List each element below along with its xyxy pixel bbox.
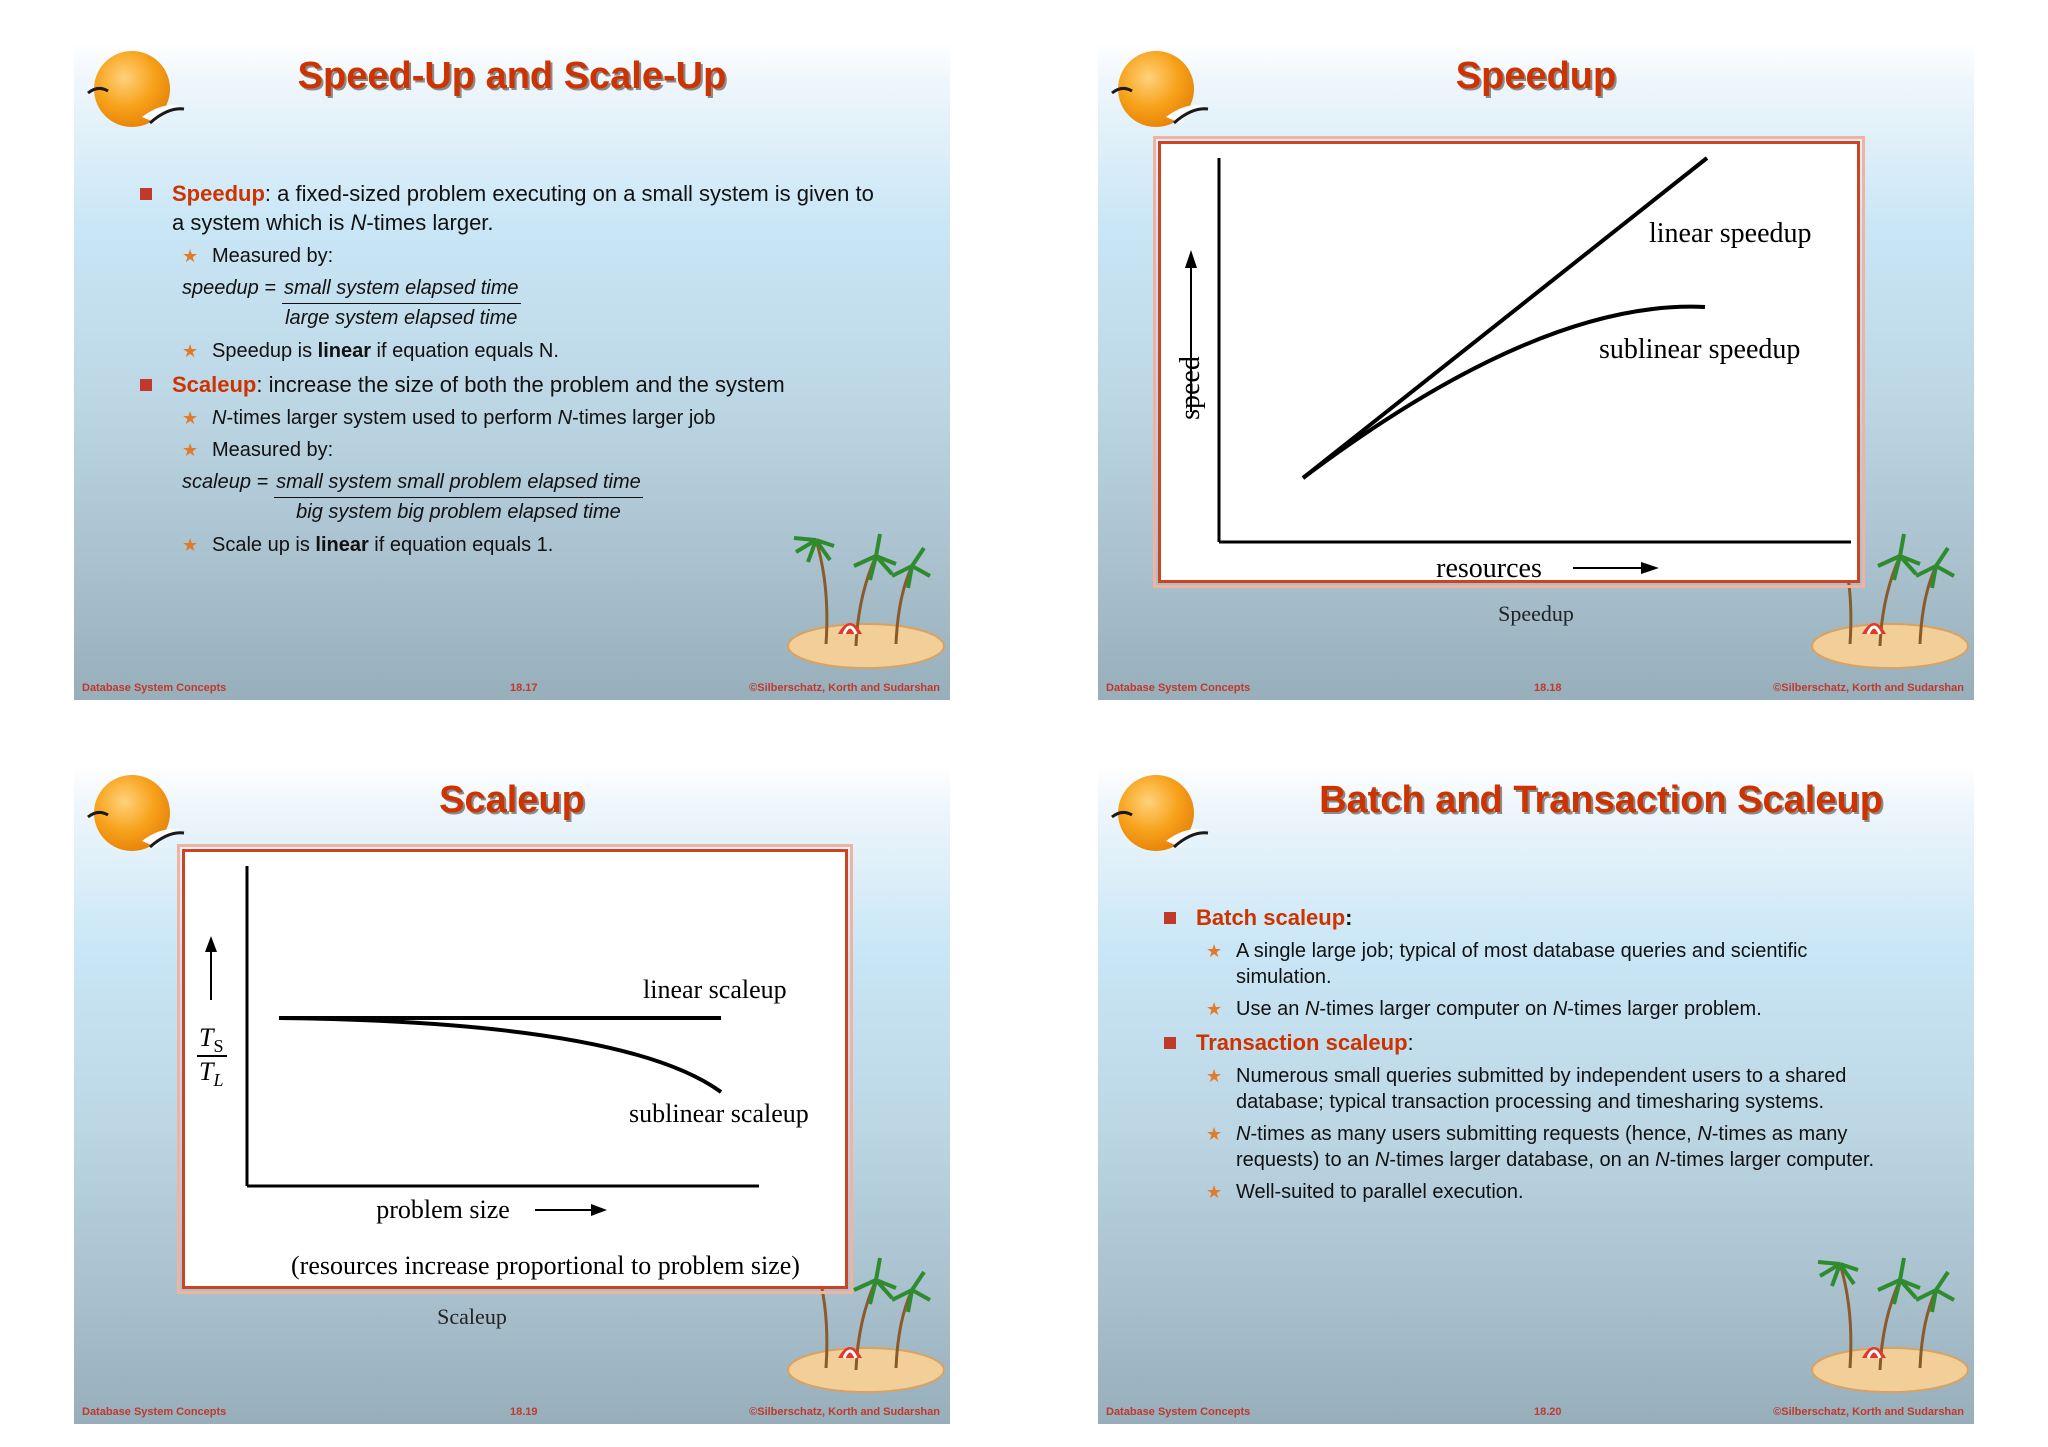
formula-denominator: big system big problem elapsed time [296,501,621,523]
italic-n: N [557,407,573,429]
slide-18-18 [1098,43,1974,700]
bullet-batch-scaleup [1164,903,1908,932]
y-label-denominator: $T_L$ [199,1057,224,1090]
subbullet-text: A single large job; typical of most database queries and scientific simulation. [1236,940,1808,988]
subbullet-text: Speedup is [212,340,318,362]
subbullet-text: Scale up is [212,534,316,556]
bullet-scaleup [140,370,880,399]
term-speedup: Speedup [172,181,265,206]
subbullet-text: -times larger system used to perform [226,407,558,429]
footer-left: Database System Concepts [1106,1406,1251,1418]
footer-right: ©Silberschatz, Korth and Sudarshan [749,1406,940,1418]
y-label-numerator: $T_S$ [199,1023,224,1056]
star-bullet-icon: ★ [182,341,199,361]
palm-trees-icon [1810,1250,1970,1400]
italic-n: N [212,407,227,429]
footer-left: Database System Concepts [1106,682,1251,694]
subbullet-batch-1 [1206,938,1908,990]
star-bullet-icon: ★ [1206,941,1223,961]
subbullet-trans-2 [1206,1121,1908,1173]
x-arrow-head [591,1204,607,1216]
subbullet-text: -times as many users submitting requests (hence, [1250,1123,1698,1145]
star-bullet-icon: ★ [182,535,199,555]
subbullet-text: -times larger computer on [1319,998,1553,1020]
footer-page: 18.17 [510,682,538,694]
scaleup-chart [182,849,848,1289]
subbullet-text: Measured by: [212,439,334,461]
star-bullet-icon: ★ [182,440,199,460]
y-arrow-head [1185,250,1197,268]
linear-speedup-label: linear speedup [1649,218,1812,249]
formula-lhs: scaleup = [182,471,269,493]
scaleup-formula [182,469,880,526]
slide-18-17 [74,43,950,700]
italic-n: N [1697,1123,1712,1145]
subbullet-text: if equation equals 1. [368,534,554,556]
subbullet-trans-3 [1206,1179,1908,1205]
footer-right: ©Silberschatz, Korth and Sudarshan [1773,1406,1964,1418]
italic-n: N [1236,1123,1251,1145]
sublinear-speedup-label: sublinear speedup [1599,334,1801,365]
formula-fraction [274,469,643,526]
star-bullet-icon: ★ [1206,1066,1223,1086]
subbullet-text: Numerous small queries submitted by independent users to a shared database; typical transaction processing and timesharing systems. [1236,1065,1847,1113]
subbullet-text: -times larger database, on an [1389,1149,1656,1171]
formula-denominator: large system elapsed time [285,307,518,329]
subbullet-text: -times as many requests) to an [1236,1123,1848,1171]
subbullet-text: -times larger job [572,407,716,429]
slide-18-20 [1098,767,1974,1424]
bullet-text: : increase the size of both the problem and the system [256,372,785,397]
italic-n: N [350,210,367,235]
x-axis-label: resources [1436,553,1542,580]
subbullet-text: Use an [1236,998,1305,1020]
slide-title: Speed-Up and Scale-Up [297,55,727,97]
subbullet-text: Measured by: [212,245,334,267]
colon: : [1345,905,1353,930]
star-bullet-icon: ★ [1206,999,1223,1019]
subbullet-text: Well-suited to parallel execution. [1236,1181,1524,1203]
x-axis-label: problem size [376,1195,510,1224]
footer-right: ©Silberschatz, Korth and Sudarshan [1773,682,1964,694]
chart-caption: Speedup [1498,601,1574,626]
speedup-chart [1158,141,1860,583]
footer-right: ©Silberschatz, Korth and Sudarshan [749,682,940,694]
italic-n: N [1655,1149,1670,1171]
y-arrow-head [205,936,217,952]
formula-numerator: small system small problem elapsed time [274,469,643,498]
chart-note: (resources increase proportional to problem size) [291,1251,800,1280]
star-bullet-icon: ★ [182,408,199,428]
y-axis-label: speed [1175,356,1206,420]
sublinear-scaleup-curve [279,1018,721,1092]
speedup-formula [182,275,880,332]
term-transaction-scaleup: Transaction scaleup [1196,1030,1408,1055]
italic-n: N [1552,998,1568,1020]
subbullet-scale-linear [182,532,880,558]
subbullet-measured-1 [182,243,880,269]
bullet-text: -times larger. [366,210,494,235]
bold-linear: linear [317,340,371,362]
bold-linear: linear [315,534,369,556]
scaleup-chart-svg [185,852,845,1286]
formula-lhs: speedup = [182,277,276,299]
subbullet-linear [182,338,880,364]
footer-page: 18.19 [510,1406,538,1418]
linear-scaleup-label: linear scaleup [643,975,787,1004]
colon: : [1407,1030,1414,1055]
slide-18-19 [74,767,950,1424]
sublinear-scaleup-label: sublinear scaleup [629,1099,809,1128]
subbullet-text: -times larger computer. [1669,1149,1875,1171]
term-scaleup: Scaleup [172,372,257,397]
star-bullet-icon: ★ [1206,1124,1223,1144]
subbullet-trans-1 [1206,1063,1908,1115]
star-bullet-icon: ★ [1206,1182,1223,1202]
subbullet-ntimes [182,405,880,431]
slide-title: Speedup [1455,55,1617,97]
star-bullet-icon: ★ [182,246,199,266]
slide-title: Scaleup [439,779,585,821]
italic-n: N [1304,998,1320,1020]
formula-numerator: small system elapsed time [282,275,521,304]
sublinear-speedup-curve [1303,307,1705,478]
chart-caption: Scaleup [437,1304,507,1329]
italic-n: N [1374,1149,1390,1171]
term-batch-scaleup: Batch scaleup [1196,905,1346,930]
palm-trees-icon [786,526,946,676]
slide-content [140,179,880,564]
slide-content [1164,903,1908,1211]
footer-page: 18.18 [1534,682,1562,694]
x-arrow-head [1641,562,1659,574]
subbullet-batch-2 [1206,996,1908,1022]
footer-page: 18.20 [1534,1406,1562,1418]
subbullet-measured-2 [182,437,880,463]
sun-logo-icon [1104,769,1224,859]
bullet-transaction-scaleup [1164,1028,1908,1057]
bullet-speedup [140,179,880,237]
bullet-text: : a fixed-sized problem executing on a small system is given to a system which is [172,181,874,235]
subbullet-text: if equation equals N. [371,340,559,362]
slide-title: Batch and Transaction Scaleup [1319,779,1883,821]
formula-fraction [282,275,521,332]
footer-left: Database System Concepts [82,682,227,694]
subbullet-text: -times larger problem. [1567,998,1762,1020]
speedup-chart-svg [1161,144,1857,580]
footer-left: Database System Concepts [82,1406,227,1418]
linear-speedup-line [1303,158,1707,478]
